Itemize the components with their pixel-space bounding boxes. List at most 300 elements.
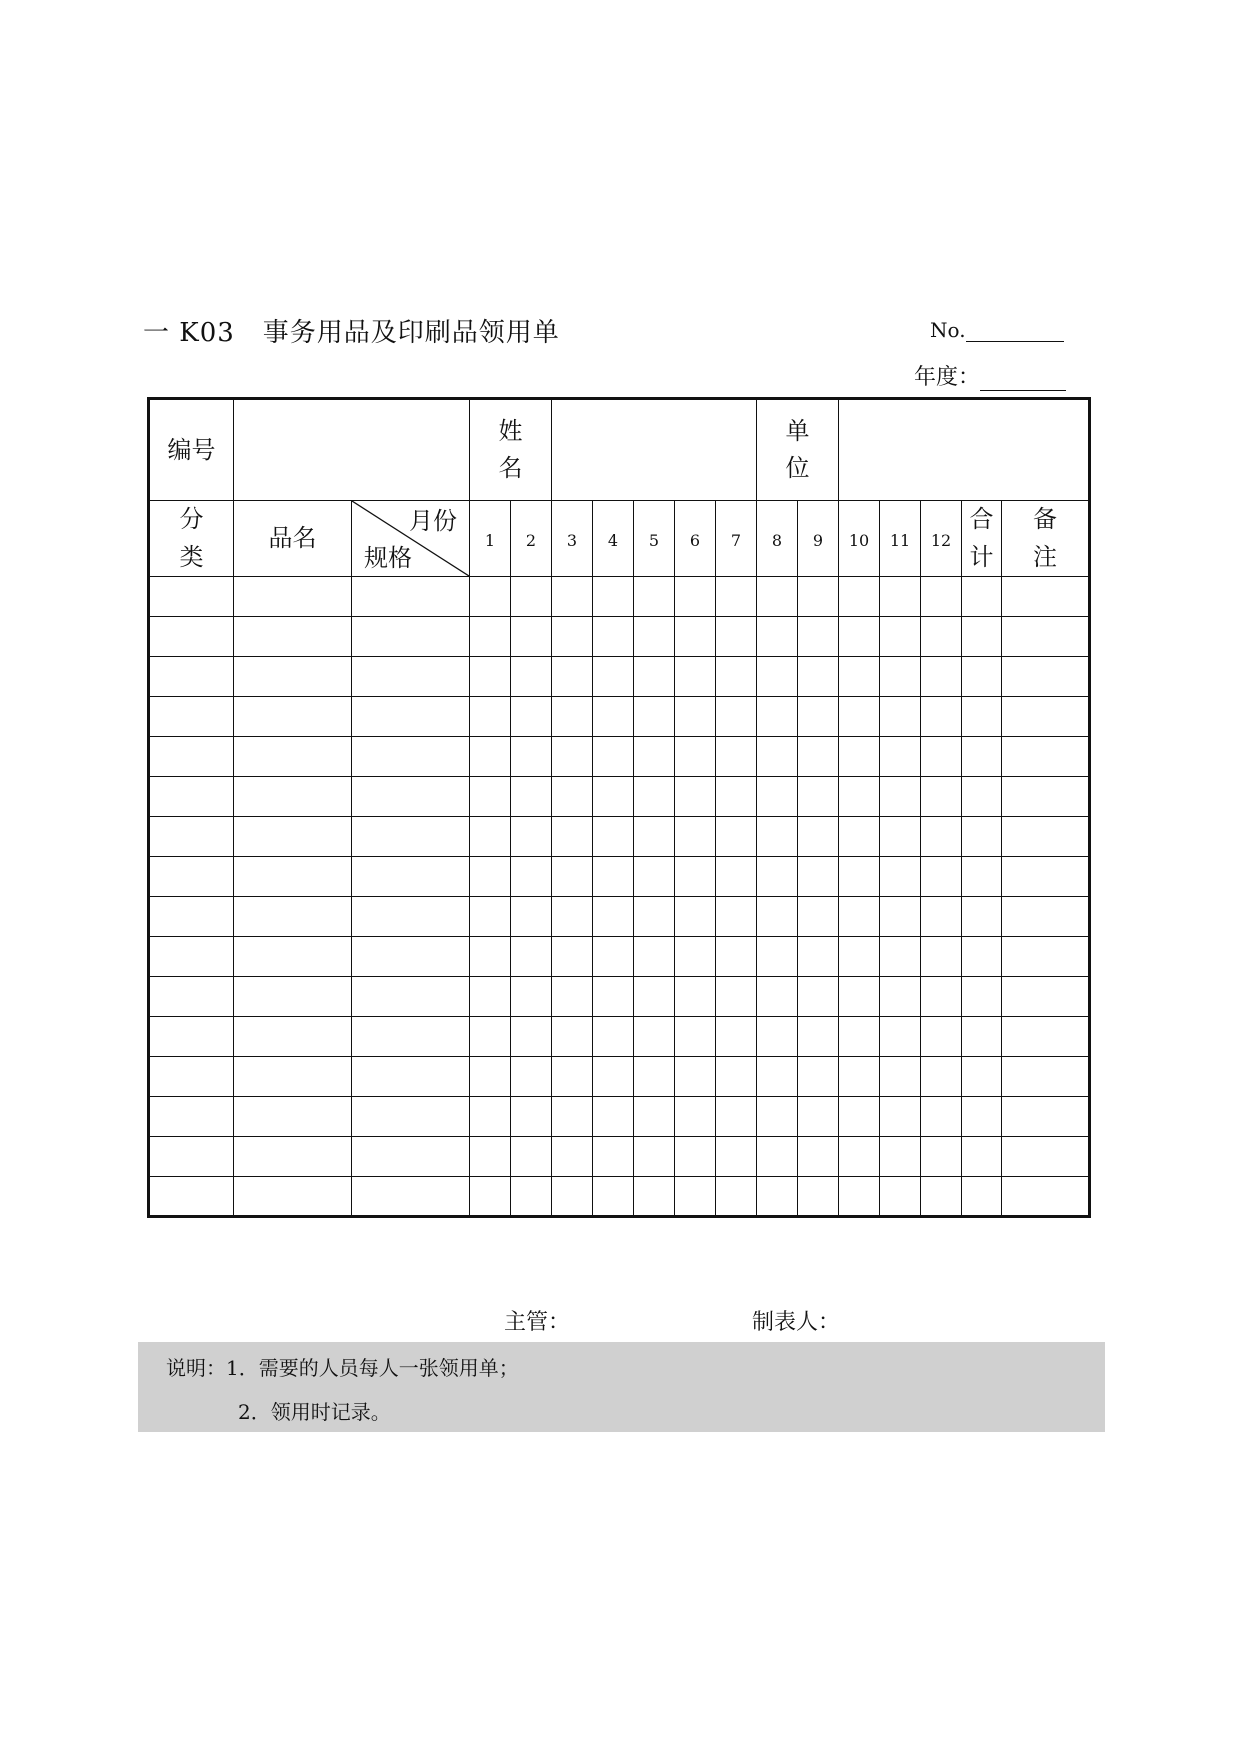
table-cell[interactable]: [921, 577, 962, 617]
table-cell[interactable]: [675, 1057, 716, 1097]
table-cell[interactable]: [716, 937, 757, 977]
table-cell[interactable]: [149, 937, 234, 977]
table-cell[interactable]: [798, 1177, 839, 1217]
table-row: [149, 617, 1090, 657]
table-cell[interactable]: [511, 737, 552, 777]
table-cell[interactable]: [716, 817, 757, 857]
table-cell[interactable]: [921, 777, 962, 817]
table-cell[interactable]: [716, 1137, 757, 1177]
table-cell[interactable]: [352, 777, 470, 817]
table-cell[interactable]: [234, 1017, 352, 1057]
table-cell[interactable]: [234, 1097, 352, 1137]
number-blank[interactable]: [966, 319, 1064, 342]
table-cell[interactable]: [511, 1177, 552, 1217]
number-field: [930, 318, 1064, 342]
table-cell[interactable]: [962, 897, 1002, 937]
table-cell[interactable]: [757, 1017, 798, 1057]
table-cell[interactable]: [634, 657, 675, 697]
table-cell[interactable]: [757, 817, 798, 857]
table-cell[interactable]: [511, 1137, 552, 1177]
table-cell[interactable]: [149, 1177, 234, 1217]
table-row: [149, 1057, 1090, 1097]
table-cell[interactable]: [352, 1177, 470, 1217]
table-cell[interactable]: [798, 977, 839, 1017]
note-line-1: [166, 1352, 519, 1381]
table-cell[interactable]: [593, 577, 634, 617]
table-cell[interactable]: [234, 1177, 352, 1217]
form-title: 事务用品及印刷品领用单: [262, 318, 560, 348]
table-cell[interactable]: [352, 617, 470, 657]
table-cell[interactable]: [798, 817, 839, 857]
table-cell[interactable]: [634, 1057, 675, 1097]
table-cell[interactable]: [921, 657, 962, 697]
table-cell[interactable]: [352, 937, 470, 977]
table-cell[interactable]: [470, 937, 511, 977]
table-cell[interactable]: [511, 577, 552, 617]
number-input-cell[interactable]: [234, 399, 470, 501]
name-input-cell[interactable]: [552, 399, 757, 501]
table-cell[interactable]: [593, 977, 634, 1017]
table-cell[interactable]: [962, 1137, 1002, 1177]
table-cell[interactable]: [839, 1137, 880, 1177]
table-cell[interactable]: [149, 1097, 234, 1137]
table-cell[interactable]: [757, 977, 798, 1017]
table-cell[interactable]: [470, 1057, 511, 1097]
table-cell[interactable]: [511, 657, 552, 697]
table-cell[interactable]: [352, 577, 470, 617]
table-cell[interactable]: [552, 897, 593, 937]
table-cell[interactable]: [798, 1057, 839, 1097]
table-cell[interactable]: [880, 857, 921, 897]
table-cell[interactable]: [675, 1017, 716, 1057]
table-cell[interactable]: [234, 617, 352, 657]
table-cell[interactable]: [880, 697, 921, 737]
table-cell[interactable]: [593, 617, 634, 657]
table-cell[interactable]: [511, 617, 552, 657]
table-cell[interactable]: [634, 977, 675, 1017]
table-cell[interactable]: [234, 697, 352, 737]
table-cell[interactable]: [1002, 937, 1090, 977]
table-cell[interactable]: [675, 897, 716, 937]
table-cell[interactable]: [839, 977, 880, 1017]
table-cell[interactable]: [880, 977, 921, 1017]
table-cell[interactable]: [634, 697, 675, 737]
table-cell[interactable]: [839, 617, 880, 657]
table-cell[interactable]: [716, 1057, 757, 1097]
table-cell[interactable]: [634, 737, 675, 777]
table-cell[interactable]: [470, 1017, 511, 1057]
table-cell[interactable]: [921, 737, 962, 777]
table-cell[interactable]: [921, 1177, 962, 1217]
table-cell[interactable]: [921, 857, 962, 897]
table-cell[interactable]: [552, 1137, 593, 1177]
table-cell[interactable]: [149, 1057, 234, 1097]
table-row: [149, 817, 1090, 857]
table-cell[interactable]: [470, 977, 511, 1017]
table-cell[interactable]: [352, 657, 470, 697]
table-cell[interactable]: [675, 697, 716, 737]
table-cell[interactable]: [511, 1017, 552, 1057]
table-cell[interactable]: [352, 1097, 470, 1137]
table-cell[interactable]: [1002, 1177, 1090, 1217]
table-cell[interactable]: [511, 897, 552, 937]
table-cell[interactable]: [593, 1057, 634, 1097]
table-cell[interactable]: [716, 1017, 757, 1057]
table-cell[interactable]: [757, 577, 798, 617]
table-cell[interactable]: [962, 937, 1002, 977]
table-cell[interactable]: [757, 617, 798, 657]
table-cell[interactable]: [634, 777, 675, 817]
table-cell[interactable]: [675, 1177, 716, 1217]
table-cell[interactable]: [675, 577, 716, 617]
table-cell[interactable]: [511, 937, 552, 977]
table-cell[interactable]: [839, 1017, 880, 1057]
table-cell[interactable]: [593, 937, 634, 977]
table-cell[interactable]: [839, 937, 880, 977]
table-cell[interactable]: [593, 697, 634, 737]
table-cell[interactable]: [593, 657, 634, 697]
table-cell[interactable]: [716, 657, 757, 697]
year-field: [914, 360, 1066, 391]
table-cell[interactable]: [1002, 737, 1090, 777]
table-cell[interactable]: [634, 1137, 675, 1177]
table-cell[interactable]: [470, 657, 511, 697]
table-cell[interactable]: [352, 857, 470, 897]
category-header: 分 类: [149, 501, 234, 577]
table-row: [149, 657, 1090, 697]
table-cell[interactable]: [880, 817, 921, 857]
table-cell[interactable]: [675, 1137, 716, 1177]
table-cell[interactable]: [552, 617, 593, 657]
table-cell[interactable]: [149, 1137, 234, 1177]
table-cell[interactable]: [634, 617, 675, 657]
table-cell[interactable]: [634, 937, 675, 977]
table-cell[interactable]: [149, 1017, 234, 1057]
table-cell[interactable]: [880, 657, 921, 697]
table-cell[interactable]: [839, 777, 880, 817]
table-cell[interactable]: [798, 897, 839, 937]
table-cell[interactable]: [921, 617, 962, 657]
table-cell[interactable]: [839, 657, 880, 697]
table-cell[interactable]: [149, 697, 234, 737]
table-cell[interactable]: [1002, 777, 1090, 817]
table-cell[interactable]: [470, 697, 511, 737]
table-cell[interactable]: [1002, 617, 1090, 657]
table-cell[interactable]: [634, 577, 675, 617]
table-cell[interactable]: [1002, 897, 1090, 937]
table-cell[interactable]: [962, 1177, 1002, 1217]
table-cell[interactable]: [921, 1017, 962, 1057]
table-cell[interactable]: [634, 1017, 675, 1057]
table-cell[interactable]: [1002, 657, 1090, 697]
table-cell[interactable]: [1002, 817, 1090, 857]
table-cell[interactable]: [921, 817, 962, 857]
table-cell[interactable]: [1002, 577, 1090, 617]
table-cell[interactable]: [880, 617, 921, 657]
table-cell[interactable]: [593, 777, 634, 817]
table-cell[interactable]: [1002, 697, 1090, 737]
table-cell[interactable]: [234, 977, 352, 1017]
table-cell[interactable]: [962, 857, 1002, 897]
table-row: [149, 1097, 1090, 1137]
table-cell[interactable]: [593, 1097, 634, 1137]
table-cell[interactable]: [675, 1097, 716, 1137]
table-cell[interactable]: [511, 697, 552, 737]
table-cell[interactable]: [716, 777, 757, 817]
table-cell[interactable]: [511, 977, 552, 1017]
table-cell[interactable]: [798, 697, 839, 737]
table-cell[interactable]: [962, 1017, 1002, 1057]
table-cell[interactable]: [149, 657, 234, 697]
table-cell[interactable]: [962, 617, 1002, 657]
table-cell[interactable]: [634, 897, 675, 937]
table-cell[interactable]: [880, 937, 921, 977]
table-cell[interactable]: [234, 1137, 352, 1177]
table-cell[interactable]: [880, 577, 921, 617]
table-cell[interactable]: [962, 777, 1002, 817]
table-cell[interactable]: [552, 657, 593, 697]
table-cell[interactable]: [716, 737, 757, 777]
table-cell[interactable]: [470, 777, 511, 817]
table-cell[interactable]: [470, 617, 511, 657]
table-cell[interactable]: [352, 977, 470, 1017]
table-cell[interactable]: [716, 977, 757, 1017]
table-cell[interactable]: [839, 857, 880, 897]
table-cell[interactable]: [234, 577, 352, 617]
table-cell[interactable]: [593, 1137, 634, 1177]
table-cell[interactable]: [839, 1177, 880, 1217]
month-header-9: 9: [798, 501, 839, 577]
table-cell[interactable]: [634, 857, 675, 897]
table-cell[interactable]: [511, 777, 552, 817]
table-cell[interactable]: [470, 897, 511, 937]
table-cell[interactable]: [839, 897, 880, 937]
table-cell[interactable]: [880, 897, 921, 937]
table-cell[interactable]: [593, 817, 634, 857]
table-cell[interactable]: [880, 1017, 921, 1057]
table-cell[interactable]: [962, 657, 1002, 697]
table-cell[interactable]: [511, 1057, 552, 1097]
table-cell[interactable]: [757, 1137, 798, 1177]
table-cell[interactable]: [234, 777, 352, 817]
table-cell[interactable]: [962, 1097, 1002, 1137]
table-cell[interactable]: [149, 577, 234, 617]
table-cell[interactable]: [757, 1177, 798, 1217]
note-2: 2．领用时记录。: [238, 1400, 391, 1424]
table-cell[interactable]: [839, 577, 880, 617]
table-cell[interactable]: [798, 617, 839, 657]
table-cell[interactable]: [552, 1177, 593, 1217]
table-cell[interactable]: [675, 937, 716, 977]
table-cell[interactable]: [757, 697, 798, 737]
table-cell[interactable]: [552, 1017, 593, 1057]
table-cell[interactable]: [352, 1057, 470, 1097]
table-cell[interactable]: [921, 1137, 962, 1177]
table-cell[interactable]: [470, 737, 511, 777]
table-cell[interactable]: [798, 1137, 839, 1177]
table-cell[interactable]: [962, 737, 1002, 777]
table-cell[interactable]: [675, 817, 716, 857]
table-cell[interactable]: [880, 1057, 921, 1097]
table-cell[interactable]: [716, 1097, 757, 1137]
table-cell[interactable]: [921, 977, 962, 1017]
table-cell[interactable]: [962, 817, 1002, 857]
table-cell[interactable]: [880, 737, 921, 777]
table-cell[interactable]: [149, 857, 234, 897]
month-header-2: 2: [511, 501, 552, 577]
table-cell[interactable]: [149, 777, 234, 817]
table-row: [149, 777, 1090, 817]
table-cell[interactable]: [593, 737, 634, 777]
table-cell[interactable]: [921, 1057, 962, 1097]
table-cell[interactable]: [234, 937, 352, 977]
table-cell[interactable]: [675, 617, 716, 657]
name-label-cell: 姓 名: [470, 399, 552, 501]
table-cell[interactable]: [798, 577, 839, 617]
table-cell[interactable]: [921, 1097, 962, 1137]
table-row: [149, 897, 1090, 937]
table-cell[interactable]: [1002, 857, 1090, 897]
table-cell[interactable]: [921, 937, 962, 977]
table-cell[interactable]: [798, 737, 839, 777]
table-cell[interactable]: [149, 977, 234, 1017]
table-cell[interactable]: [352, 817, 470, 857]
table-cell[interactable]: [839, 1057, 880, 1097]
table-cell[interactable]: [716, 617, 757, 657]
table-cell[interactable]: [149, 617, 234, 657]
table-cell[interactable]: [798, 937, 839, 977]
table-cell[interactable]: [921, 697, 962, 737]
table-cell[interactable]: [234, 857, 352, 897]
table-cell[interactable]: [634, 1097, 675, 1137]
table-cell[interactable]: [149, 737, 234, 777]
table-cell[interactable]: [757, 1057, 798, 1097]
table-cell[interactable]: [798, 1017, 839, 1057]
table-cell[interactable]: [962, 697, 1002, 737]
table-cell[interactable]: [593, 1017, 634, 1057]
table-row: [149, 577, 1090, 617]
table-cell[interactable]: [675, 777, 716, 817]
remark-header: 备 注: [1002, 501, 1090, 577]
table-cell[interactable]: [716, 577, 757, 617]
table-cell[interactable]: [149, 897, 234, 937]
table-cell[interactable]: [798, 777, 839, 817]
table-cell[interactable]: [757, 1097, 798, 1137]
table-cell[interactable]: [552, 1057, 593, 1097]
unit-input-cell[interactable]: [839, 399, 1090, 501]
table-cell[interactable]: [470, 817, 511, 857]
table-cell[interactable]: [234, 897, 352, 937]
table-cell[interactable]: [234, 737, 352, 777]
table-cell[interactable]: [880, 777, 921, 817]
table-cell[interactable]: [149, 817, 234, 857]
table-cell[interactable]: [470, 1177, 511, 1217]
table-cell[interactable]: [352, 897, 470, 937]
table-cell[interactable]: [839, 737, 880, 777]
table-cell[interactable]: [470, 577, 511, 617]
table-cell[interactable]: [1002, 1137, 1090, 1177]
table-cell[interactable]: [798, 657, 839, 697]
table-cell[interactable]: [352, 1017, 470, 1057]
table-row: [149, 857, 1090, 897]
table-cell[interactable]: [1002, 1097, 1090, 1137]
table-cell[interactable]: [552, 577, 593, 617]
table-cell[interactable]: [921, 897, 962, 937]
table-cell[interactable]: [593, 897, 634, 937]
table-cell[interactable]: [962, 977, 1002, 1017]
table-cell[interactable]: [962, 1057, 1002, 1097]
table-cell[interactable]: [234, 657, 352, 697]
table-cell[interactable]: [552, 697, 593, 737]
table-cell[interactable]: [552, 937, 593, 977]
table-cell[interactable]: [880, 1097, 921, 1137]
table-cell[interactable]: [675, 737, 716, 777]
table-cell[interactable]: [234, 817, 352, 857]
table-cell[interactable]: [511, 857, 552, 897]
table-cell[interactable]: [634, 1177, 675, 1217]
table-cell[interactable]: [511, 817, 552, 857]
table-cell[interactable]: [757, 777, 798, 817]
table-cell[interactable]: [470, 857, 511, 897]
table-cell[interactable]: [552, 777, 593, 817]
table-cell[interactable]: [552, 737, 593, 777]
note-1: 1．需要的人员每人一张领用单；: [226, 1356, 519, 1380]
year-blank[interactable]: [980, 368, 1066, 391]
table-cell[interactable]: [634, 817, 675, 857]
table-cell[interactable]: [675, 657, 716, 697]
table-cell[interactable]: [757, 737, 798, 777]
table-cell[interactable]: [552, 977, 593, 1017]
table-cell[interactable]: [593, 857, 634, 897]
table-row: [149, 977, 1090, 1017]
table-cell[interactable]: [880, 1177, 921, 1217]
table-cell[interactable]: [470, 1137, 511, 1177]
table-cell[interactable]: [593, 1177, 634, 1217]
table-cell[interactable]: [716, 1177, 757, 1217]
table-cell[interactable]: [716, 697, 757, 737]
table-cell[interactable]: [962, 577, 1002, 617]
table-cell[interactable]: [234, 1057, 352, 1097]
month-spec-header: [352, 501, 470, 577]
table-cell[interactable]: [352, 697, 470, 737]
table-cell[interactable]: [352, 1137, 470, 1177]
table-cell[interactable]: [675, 977, 716, 1017]
table-cell[interactable]: [798, 1097, 839, 1137]
table-row: [149, 937, 1090, 977]
table-cell[interactable]: [839, 817, 880, 857]
table-cell[interactable]: [839, 1097, 880, 1137]
table-cell[interactable]: [1002, 977, 1090, 1017]
table-cell[interactable]: [1002, 1057, 1090, 1097]
table-cell[interactable]: [552, 857, 593, 897]
table-cell[interactable]: [798, 857, 839, 897]
table-cell[interactable]: [880, 1137, 921, 1177]
table-cell[interactable]: [511, 1097, 552, 1137]
table-cell[interactable]: [716, 857, 757, 897]
table-cell[interactable]: [757, 937, 798, 977]
table-cell[interactable]: [352, 737, 470, 777]
table-cell[interactable]: [675, 857, 716, 897]
table-cell[interactable]: [757, 857, 798, 897]
table-cell[interactable]: [552, 1097, 593, 1137]
table-cell[interactable]: [1002, 1017, 1090, 1057]
table-cell[interactable]: [757, 657, 798, 697]
table-cell[interactable]: [839, 697, 880, 737]
table-cell[interactable]: [552, 817, 593, 857]
table-cell[interactable]: [716, 897, 757, 937]
table-cell[interactable]: [470, 1097, 511, 1137]
table-cell[interactable]: [757, 897, 798, 937]
